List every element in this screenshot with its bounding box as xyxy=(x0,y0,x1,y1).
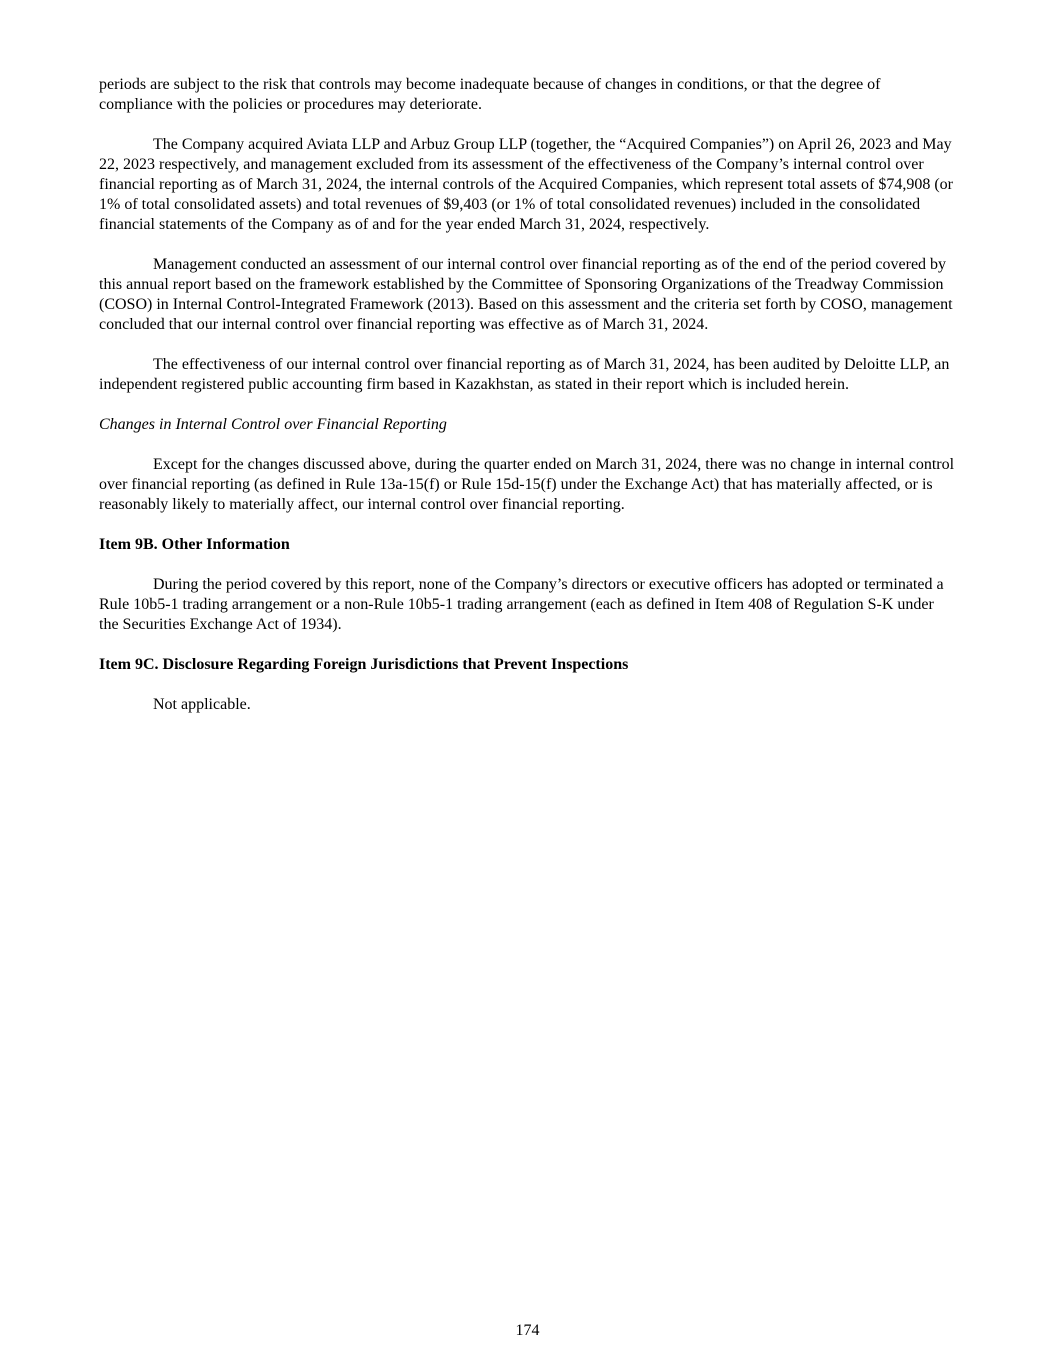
heading-changes-in-internal-control: Changes in Internal Control over Financial Reporting xyxy=(99,416,447,433)
paragraph-management-assessment: Management conducted an assessment of our internal control over financial reporting as of the end of the period covered by this annual report based on the framework established by the Committee of Sponsoring Organizations of the Treadway Commission (COSO) in Internal Control-Integrated Framework (2013). Based on this assessment and the criteria set forth by COSO, management concluded that our internal control over financial reporting was effective as of March 31, 2024. xyxy=(99,256,953,333)
page-number: 174 xyxy=(515,1322,540,1339)
paragraph-rule-10b5-1: During the period covered by this report, none of the Company’s directors or executive officers has adopted or terminated a Rule 10b5-1 trading arrangement or a non-Rule 10b5-1 trading arrangement (each as defined in Item 408 of Regulation S-K under the Securities Exchange Act of 1934). xyxy=(99,576,944,633)
paragraph-controls-risk-continuation: periods are subject to the risk that controls may become inadequate because of changes in conditions, or that the degree of compliance with the policies or procedures may deteriorate. xyxy=(99,76,881,113)
paragraph-effectiveness-audited: The effectiveness of our internal control over financial reporting as of March 31, 2024, has been audited by Deloitte LLP, an independent registered public accounting firm based in Kazakhstan, as stated in their report which is included herein. xyxy=(99,356,950,393)
heading-item-9c-foreign-jurisdictions: Item 9C. Disclosure Regarding Foreign Jurisdictions that Prevent Inspections xyxy=(99,656,629,673)
paragraph-not-applicable: Not applicable. xyxy=(153,696,251,713)
heading-item-9b-other-information: Item 9B. Other Information xyxy=(99,536,290,553)
paragraph-acquired-companies: The Company acquired Aviata LLP and Arbuz Group LLP (together, the “Acquired Companies”) on April 26, 2023 and May 22, 2023 respectively, and management excluded from its assessment of the effectiveness of the Company’s internal control over financial reporting as of March 31, 2024, the internal controls of the Acquired Companies, which represent total assets of $74,908 (or 1% of total consolidated assets) and total revenues of $9,403 (or 1% of total consolidated revenues) included in the consolidated financial statements of the Company as of and for the year ended March 31, 2024, respectively. xyxy=(99,136,953,233)
paragraph-no-change-quarter: Except for the changes discussed above, during the quarter ended on March 31, 2024, there was no change in internal control over financial reporting (as defined in Rule 13a-15(f) or Rule 15d-15(f) under the Exchange Act) that has materially affected, or is reasonably likely to materially affect, our internal control over financial reporting. xyxy=(99,456,955,513)
